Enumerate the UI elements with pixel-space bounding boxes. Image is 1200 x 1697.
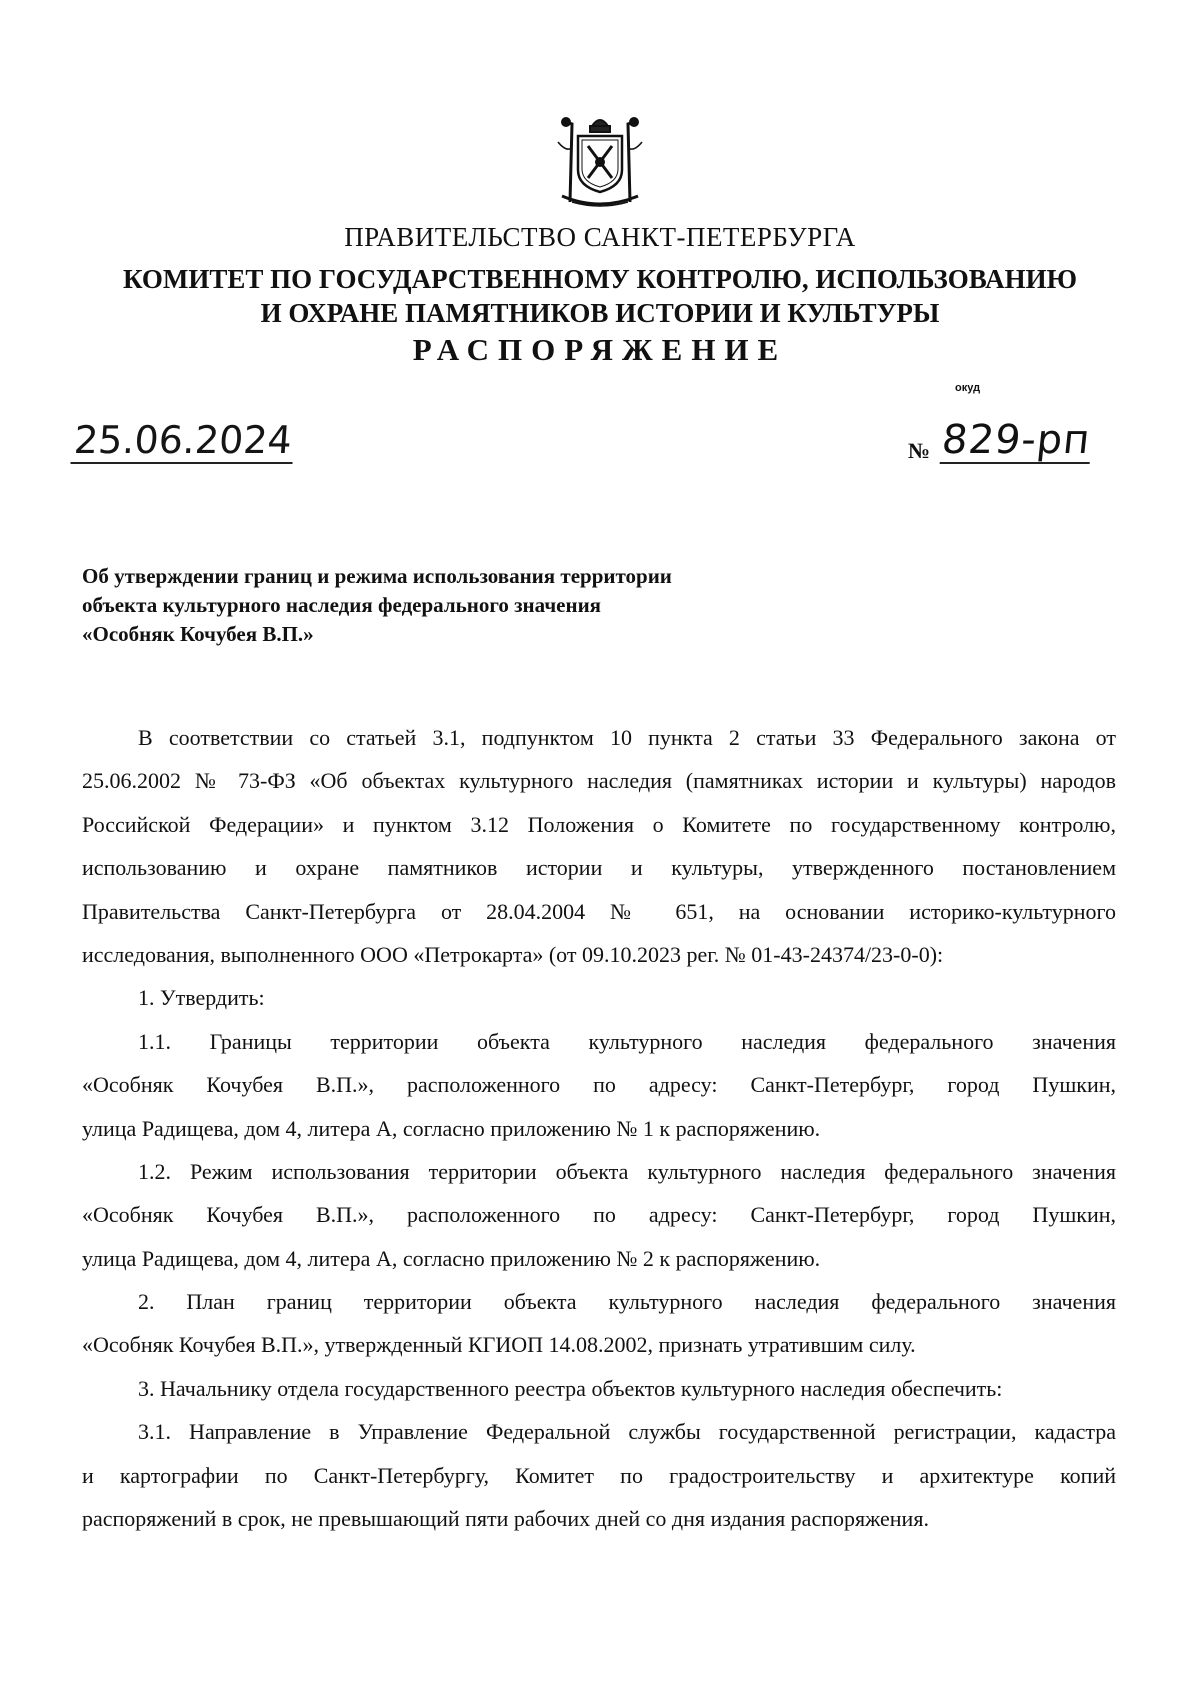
committee-line: КОМИТЕТ ПО ГОСУДАРСТВЕННОМУ КОНТРОЛЮ, ИСПОЛЬЗОВАНИЮ [123,264,1077,294]
body-line: Российской Федерации» и пунктом 3.12 Положения о Комитете по государственному контролю, [82,811,1116,837]
document-date: 25.06.2024 [70,420,295,464]
body-line: 1.1. Границы территории объекта культурного наследия федерального значения [138,1028,1116,1054]
body-line: улица Радищева, дом 4, литера А, согласно приложению № 2 к распоряжению. [82,1245,821,1271]
body-line: Правительства Санкт-Петербурга от 28.04.2004 № 651, на основании историко-культурного [82,898,1116,924]
body-line: 25.06.2002 № 73-ФЗ «Об объектах культурного наследия (памятниках истории и культуры) народов [82,768,1116,794]
body-line: 1.2. Режим использования территории объекта культурного наследия федерального значения [138,1158,1116,1184]
okud-label: окуд [955,382,981,394]
document-type: РАСПОРЯЖЕНИЕ [412,332,788,367]
subject-line: Об утверждении границ и режима использования территории [82,564,672,588]
body-line: и картографии по Санкт-Петербургу, Комитет по градостроительству и архитектуре копий [82,1462,1116,1488]
government-name: ПРАВИТЕЛЬСТВО САНКТ-ПЕТЕРБУРГА [344,222,856,252]
body-line: 3. Начальнику отдела государственного реестра объектов культурного наследия обеспечить: [138,1375,1003,1401]
subject-line: «Особняк Кочубея В.П.» [82,622,314,646]
document-body [82,716,1116,1540]
subject-line: объекта культурного наследия федерального значения [82,593,602,617]
body-line: 1. Утвердить: [138,985,265,1011]
body-line: распоряжений в срок, не превышающий пяти рабочих дней со дня издания распоряжения. [82,1506,929,1532]
body-line: использованию и охране памятников истории и культуры, утвержденного постановлением [82,855,1116,881]
body-line: «Особняк Кочубея В.П.», утвержденный КГИОП 14.08.2002, признать утратившим силу. [82,1332,916,1358]
body-line: 3.1. Направление в Управление Федеральной службы государственной регистрации, кадастра [138,1419,1116,1445]
body-line: «Особняк Кочубея В.П.», расположенного по адресу: Санкт-Петербург, город Пушкин, [82,1202,1116,1228]
committee-name [0,262,1200,330]
document-number [908,418,1093,474]
number-sign: № [908,438,931,463]
document-subject [82,562,842,649]
body-line: «Особняк Кочубея В.П.», расположенного по адресу: Санкт-Петербург, город Пушкин, [82,1072,1116,1098]
committee-line: И ОХРАНЕ ПАМЯТНИКОВ ИСТОРИИ И КУЛЬТУРЫ [260,298,940,328]
body-line: улица Радищева, дом 4, литера А, согласно приложению № 1 к распоряжению. [82,1115,821,1141]
body-line: В соответствии со статьей 3.1, подпунктом 10 пункта 2 статьи 33 Федерального закона от [138,725,1116,750]
body-line: 2. План границ территории объекта культурного наследия федерального значения [138,1289,1116,1315]
st-petersburg-coat-of-arms-icon [548,112,652,212]
body-line: исследования, выполненного ООО «Петрокарта» (от 09.10.2023 рег. № 01-43-24374/23-0-0): [82,941,944,967]
number-value: 829-рп [939,417,1093,463]
